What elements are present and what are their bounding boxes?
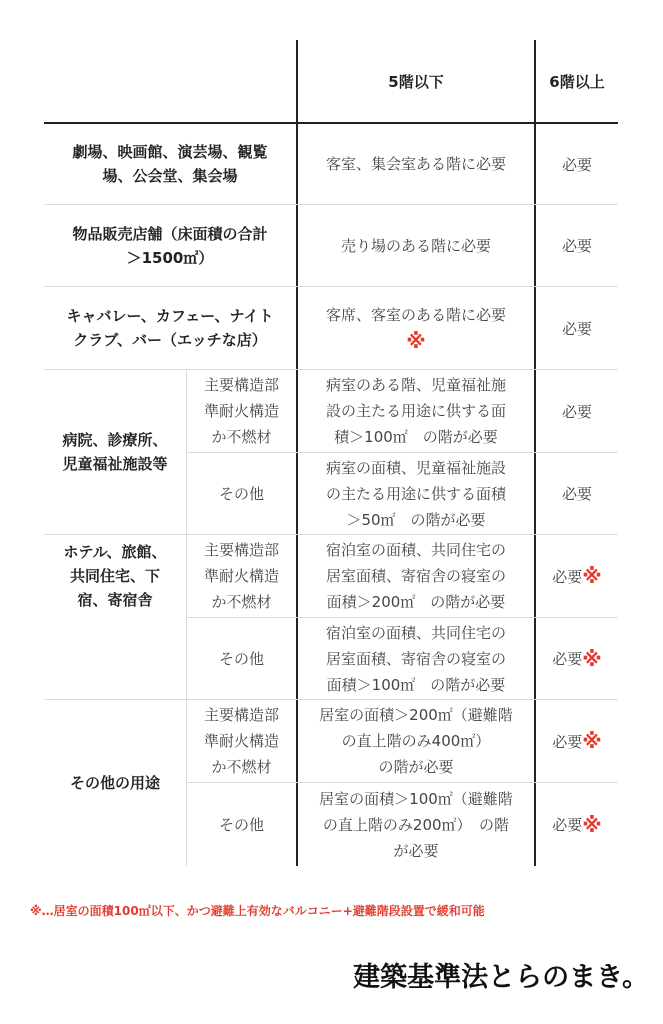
building-code-table [44,40,618,866]
value-other-other [298,783,534,866]
category-line: 病院、診療所、 [62,431,168,449]
category-line: 児童福祉施設等 [62,455,168,473]
category-line: 劇場、映画館、演芸場、観覧 [72,143,268,161]
value-text: 客席、客室のある階に必要 [325,306,506,324]
sublabel-other-other [187,783,296,866]
sublabel-line: 準耐火構造 [203,732,279,750]
sublabel-hospital-fireproof [187,370,296,452]
needed-other-other [536,783,618,866]
needed-text: 必要 [552,567,583,586]
sublabel-line: その他 [218,815,264,834]
needed-hospital-other [536,453,618,534]
category-theater [44,124,296,204]
value-line: の主たる用途に供する面積 [325,484,506,503]
value-cabaret [298,287,534,369]
note-mark-icon: ※ [406,329,426,353]
value-other-fireproof [298,700,534,782]
note-mark-icon: ※ [582,812,602,837]
value-theater [298,124,534,204]
value-line: 病室のある階、児童福祉施 [325,376,506,394]
needed-store [536,205,618,286]
value-line: ＞50㎡ の階が必要 [346,510,486,529]
header-5f-below [298,40,534,122]
value-text: 客室、集会室ある階に必要 [325,155,506,173]
needed-text: 必要 [561,485,592,503]
category-line: キャバレー、カフェー、ナイト [66,307,274,325]
value-store [298,205,534,286]
value-line: の直上階のみ400㎡） [341,732,491,750]
sublabel-line: か不燃材 [211,758,272,776]
value-line: の階が必要 [378,758,454,776]
value-line: 居室の面積＞100㎡（避難階 [319,789,513,808]
category-store [44,205,296,286]
category-line: 宿、寄宿舎 [77,591,153,609]
value-line: 面積＞200㎡ の階が必要 [326,593,506,611]
sublabel-line: 主要構造部 [203,706,279,724]
category-hotel [44,535,186,617]
value-hotel-other [298,618,534,699]
needed-other-fireproof [536,700,618,782]
sublabel-other-fireproof [187,700,296,782]
sublabel-line: 主要構造部 [203,376,279,394]
needed-hotel-fireproof [536,535,618,617]
needed-text: 必要 [561,319,592,338]
sublabel-hospital-other [187,453,296,534]
category-line: 場、公会堂、集会場 [102,167,238,185]
category-line: ホテル、旅館、 [63,543,167,561]
sublabel-line: その他 [218,649,264,668]
sublabel-line: 主要構造部 [203,541,279,559]
sublabel-line: 準耐火構造 [203,567,279,585]
needed-text: 必要 [561,402,592,421]
needed-text: 必要 [552,816,583,834]
needed-text: 必要 [552,650,583,668]
needed-cabaret [536,287,618,369]
value-text: 売り場のある階に必要 [340,236,491,255]
category-line: 物品販売店舗（床面積の合計 [72,224,268,243]
value-hospital-other [298,453,534,534]
header-label: 5階以下 [388,72,444,91]
value-line: 設の主たる用途に供する面 [325,402,506,420]
value-hospital-fireproof [298,370,534,452]
category-line: ＞1500㎡） [126,248,214,267]
sublabel-line: 準耐火構造 [203,402,279,420]
value-line: 居室面積、寄宿舎の寝室の [325,649,506,668]
header-6f-above [536,40,618,122]
value-line: が必要 [393,841,439,860]
value-line: 面積＞100㎡ の階が必要 [326,675,506,694]
value-line: 居室面積、寄宿舎の寝室の [325,567,506,585]
needed-text: 必要 [561,155,592,174]
category-hospital [44,370,186,534]
category-line: 共同住宅、下 [69,567,160,585]
value-hotel-fireproof [298,535,534,617]
sublabel-hotel-fireproof [187,535,296,617]
brand-logo-text: 建築基準法とらのまき。 [353,962,649,993]
value-line: 宿泊室の面積、共同住宅の [325,541,506,559]
needed-hospital-fireproof [536,370,618,452]
needed-text: 必要 [552,732,583,751]
value-line: の直上階のみ200㎡） の階 [322,815,510,834]
value-line: 積＞100㎡ の階が必要 [334,428,498,446]
sublabel-line: か不燃材 [211,428,272,446]
category-cabaret [44,287,296,369]
sublabel-line: その他 [218,484,264,503]
value-line: 病室の面積、児童福祉施設 [325,458,506,477]
category-other [44,700,186,866]
sublabel-line: か不燃材 [211,593,272,611]
sublabel-hotel-other [187,618,296,699]
value-line: 宿泊室の面積、共同住宅の [325,623,506,642]
note-mark-icon: ※ [582,729,602,753]
value-line: 居室の面積＞200㎡（避難階 [319,706,513,724]
needed-text: 必要 [561,237,592,255]
needed-hotel-other [536,618,618,699]
note-mark-icon: ※ [582,564,602,588]
header-label: 6階以上 [549,72,605,91]
needed-theater [536,124,618,204]
category-line: クラブ、バー（エッチな店） [73,331,267,349]
note-mark-icon: ※ [582,646,602,671]
footnote: ※…居室の面積100㎡以下、かつ避難上有効なバルコニー+避難階段設置で緩和可能 [30,904,485,918]
category-line: その他の用途 [69,774,160,792]
